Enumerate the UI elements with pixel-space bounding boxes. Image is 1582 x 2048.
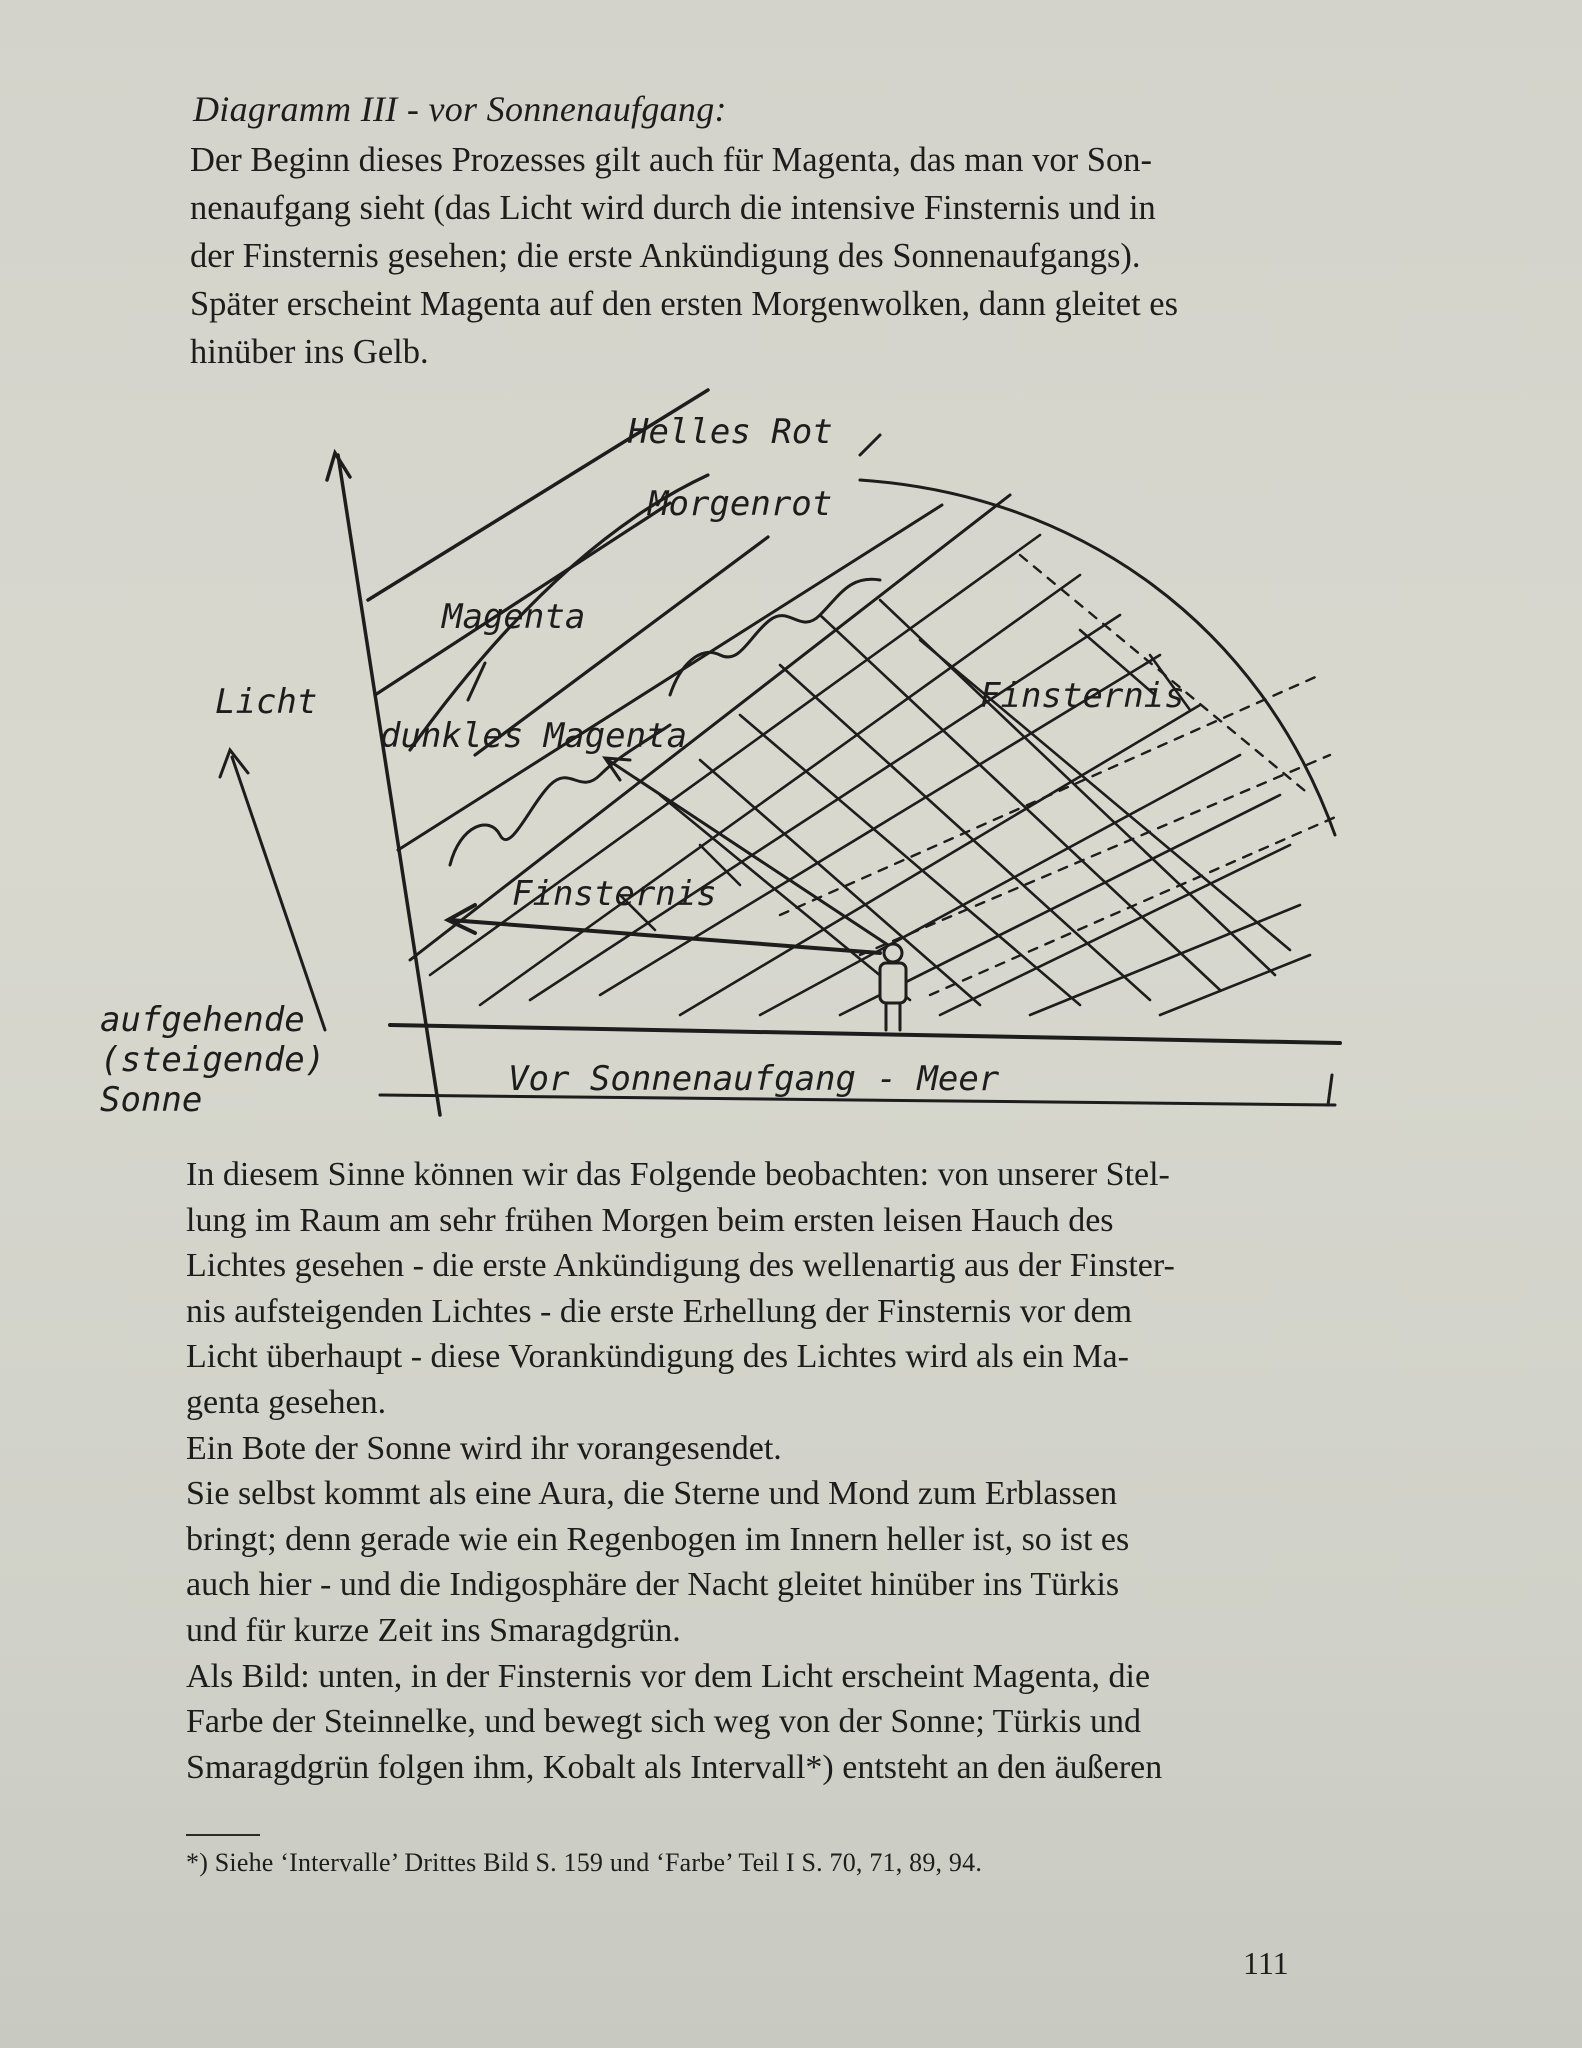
body-line: Ein Bote der Sonne wird ihr vorangesendet.: [186, 1429, 782, 1467]
intro-line: der Finsternis gesehen; die erste Ankündigung des Sonnenaufgangs).: [190, 237, 1141, 275]
intro-line: hinüber ins Gelb.: [190, 333, 429, 371]
body-line: Als Bild: unten, in der Finsternis vor dem Licht erscheint Magenta, die: [186, 1657, 1151, 1695]
body-line: Farbe der Steinnelke, und bewegt sich weg von der Sonne; Türkis und: [186, 1703, 1141, 1741]
label-horizon: Vor Sonnenaufgang - Meer: [508, 1059, 1000, 1099]
label-magenta: Magenta: [442, 597, 586, 637]
body-line: Smaragdgrün folgen ihm, Kobalt als Intervall*) entsteht an den äußeren: [186, 1748, 1163, 1786]
helles-rot-slash: [860, 435, 880, 455]
body-line: auch hier - und die Indigosphäre der Nacht gleitet hinüber ins Türkis: [186, 1566, 1120, 1604]
body-line: und für kurze Zeit ins Smaragdgrün.: [186, 1611, 681, 1649]
intro-line: Später erscheint Magenta auf den ersten Morgenwolken, dann gleitet es: [190, 285, 1179, 323]
body-line: lung im Raum am sehr frühen Morgen beim ersten leisen Hauch des: [186, 1201, 1114, 1239]
label-finsternis-right: Finsternis: [980, 676, 1185, 716]
body-line: Sie selbst kommt als eine Aura, die Sterne und Mond zum Erblassen: [186, 1475, 1118, 1513]
page-number: 111: [1243, 1945, 1289, 1981]
label-sonne-line-2: (steigende): [100, 1040, 326, 1080]
horizon-line: [390, 1025, 1340, 1043]
body-line: genta gesehen.: [186, 1383, 387, 1421]
label-helles-rot: Helles Rot: [628, 412, 833, 452]
sight-line: [450, 920, 880, 953]
sun-arrow: [232, 757, 325, 1030]
dunkles-magenta-leg: [468, 663, 485, 700]
label-sonne-line-3: Sonne: [100, 1080, 203, 1120]
sunrise-diagram-drawing: [80, 375, 1370, 1135]
body-line: Licht überhaupt - diese Vorankündigung des Lichtes wird als ein Ma-: [186, 1338, 1129, 1376]
intro-line: nenaufgang sieht (das Licht wird durch die intensive Finsternis und in: [190, 189, 1156, 227]
sky-arc: [860, 480, 1335, 835]
sight-line-upper: [608, 760, 888, 945]
intro-line: Der Beginn dieses Prozesses gilt auch für Magenta, das man vor Son-: [190, 141, 1152, 179]
body-line: bringt; denn gerade wie ein Regenbogen im Innern heller ist, so ist es: [186, 1520, 1130, 1558]
footnote-rule: [186, 1834, 260, 1836]
body-line: nis aufsteigenden Lichtes - die erste Erhellung der Finsternis vor dem: [186, 1292, 1133, 1330]
label-sonne-line-1: aufgehende: [100, 1000, 305, 1040]
label-finsternis-center: Finsternis: [512, 874, 717, 914]
body-paragraph: [186, 1152, 1311, 1790]
observer-figure: [880, 944, 906, 1030]
body-line: In diesem Sinne können wir das Folgende beobachten: von unserer Stel-: [186, 1156, 1170, 1193]
sunrise-diagram: [80, 375, 1370, 1135]
body-line: Lichtes gesehen - die erste Ankündigung des wellenartig aus der Finster-: [186, 1247, 1175, 1285]
label-morgenrot: Morgenrot: [648, 484, 833, 524]
footnote: *) Siehe ‘Intervalle’ Drittes Bild S. 159 und ‘Farbe’ Teil I S. 70, 71, 89, 94.: [186, 1848, 983, 1877]
label-dunkles-magenta: dunkles Magenta: [380, 716, 688, 756]
baseline-tick: [1328, 1075, 1332, 1105]
label-licht: Licht: [215, 682, 318, 722]
intro-paragraph: [190, 136, 1340, 376]
diagram-heading: Diagramm III - vor Sonnenaufgang:: [193, 89, 727, 129]
light-axis: [338, 455, 440, 1115]
